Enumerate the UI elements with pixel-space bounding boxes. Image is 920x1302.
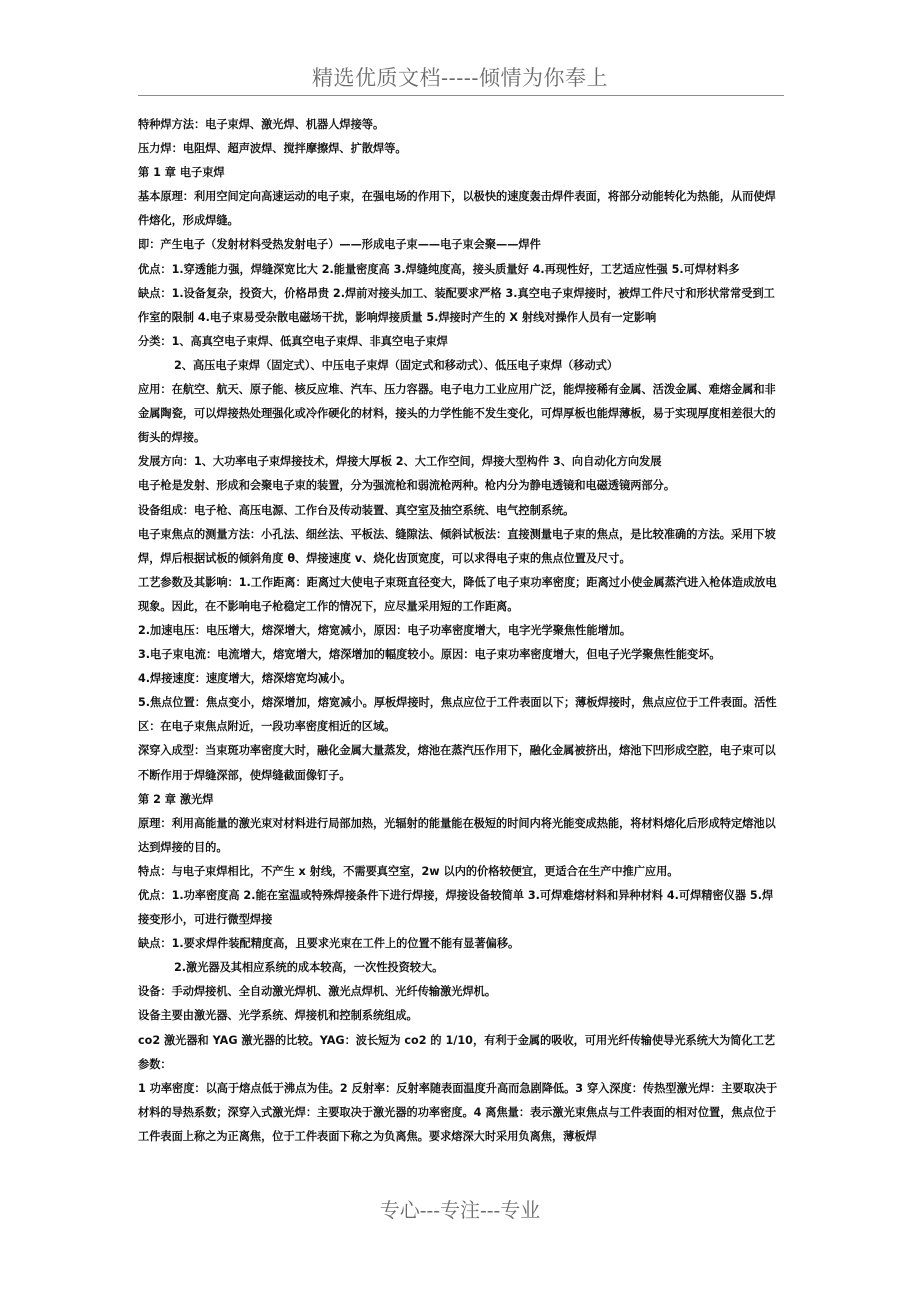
paragraph: 分类：1、高真空电子束焊、低真空电子束焊、非真空电子束焊 (138, 334, 448, 348)
paragraph: 压力焊：电阻焊、超声波焊、搅拌摩擦焊、扩散焊等。 (138, 142, 407, 156)
paragraph: 5.焦点位置：焦点变小，熔深增加，熔宽减小。厚板焊接时，焦点应位于工件表面以下；薄板焊接时，焦点应位于工件表面。活性区：在电子束焦点附近，一段功率密度相近的区域。 (138, 696, 777, 734)
paragraph: 2.加速电压：电压增大，熔深增大，熔宽减小，原因：电子功率密度增大，电字光学聚焦性能增加。 (138, 623, 632, 637)
chapter-heading: 第 1 章 电子束焊 (138, 166, 225, 180)
paragraph: 特种焊方法：电子束焊、激光焊、机器人焊接等。 (138, 118, 385, 131)
paragraph: 深穿入成型：当束斑功率密度大时，融化金属大量蒸发，熔池在蒸汽压作用下，融化金属被挤出，熔池下凹形成空腔，电子束可以不断作用于焊缝深部，使焊缝截面像钉子。 (138, 744, 776, 782)
paragraph: 优点：1.穿透能力强，焊缝深宽比大 2.能量密度高 3.焊缝纯度高，接头质量好 4.再现性好，工艺适应性强 5.可焊材料多 (138, 262, 740, 276)
paragraph: 即：产生电子（发射材料受热发射电子）——形成电子束——电子束会聚——焊件 (138, 238, 541, 252)
page-footer: 专心---专注---专业 (379, 1198, 541, 1222)
paragraph: 电子枪是发射、形成和会聚电子束的装置，分为强流枪和弱流枪两种。枪内分为静电透镜和电磁透镜两部分。 (138, 479, 676, 493)
paragraph: 2、高压电子束焊（固定式）、中压电子束焊（固定式和移动式）、低压电子束焊（移动式） (174, 358, 619, 372)
page-header: 精选优质文档-----倾情为你奉上 (312, 66, 608, 90)
paragraph: 设备主要由激光器、光学系统、焊接机和控制系统组成。 (138, 1009, 418, 1023)
header-divider (138, 95, 784, 96)
paragraph: 缺点：1.设备复杂，投资大，价格昂贵 2.焊前对接头加工、装配要求严格 3.真空电子束焊接时，被焊工件尺寸和形状常常受到工作室的限制 4.电子束易受杂散电磁场干扰，影响焊接质量 5.焊接时产生的 X 射线对操作人员有一定影响 (138, 286, 775, 324)
paragraph: 工艺参数及其影响：1.工作距离：距离过大使电子束斑直径变大，降低了电子束功率密度；距离过小使金属蒸汽进入枪体造成放电现象。因此，在不影响电子枪稳定工作的情况下，应尽量采用短的工作距离。 (138, 575, 777, 613)
paragraph: 缺点：1.要求焊件装配精度高，且要求光束在工件上的位置不能有显著偏移。 (138, 937, 520, 951)
paragraph: 4.焊接速度：速度增大，熔深熔宽均减小。 (138, 672, 352, 686)
paragraph: 1 功率密度：以高于熔点低于沸点为佳。2 反射率：反射率随表面温度升高而急剧降低。3 穿入深度：传热型激光焊：主要取决于材料的导热系数；深穿入式激光焊：主要取决于激光器的功率密度。4 离焦量：表示激光束焦点与工件表面的相对位置，焦点位于工件表面上称之为正离焦，位于工件表面下称之为负离焦。要求熔深大时采用负离焦，薄板焊 (138, 1081, 778, 1143)
paragraph: 特点：与电子束焊相比，不产生 x 射线，不需要真空室，2w 以内的价格较便宜，更适合在生产中推广应用。 (138, 864, 679, 878)
paragraph: 发展方向：1、大功率电子束焊接技术，焊接大厚板 2、大工作空间，焊接大型构件 3、向自动化方向发展 (138, 455, 662, 469)
paragraph: 3.电子束电流：电流增大，熔宽增大，熔深增加的幅度较小。原因：电子束功率密度增大，但电子光学聚焦性能变坏。 (138, 648, 721, 662)
paragraph: 设备组成：电子枪、高压电源、工作台及传动装置、真空室及抽空系统、电气控制系统。 (138, 503, 575, 517)
paragraph: 应用：在航空、航天、原子能、核反应堆、汽车、压力容器。电子电力工业应用广泛，能焊接稀有金属、活泼金属、难熔金属和非金属陶瓷，可以焊接热处理强化或冷作硬化的材料，接头的力学性能不发生变化，可焊厚板也能焊薄板，易于实现厚度相差很大的街头的焊接。 (138, 383, 776, 445)
paragraph: 基本原理：利用空间定向高速运动的电子束，在强电场的作用下，以极快的速度轰击焊件表面，将部分动能转化为热能，从而使焊件熔化，形成焊缝。 (138, 190, 776, 228)
paragraph: 设备：手动焊接机、全自动激光焊机、激光点焊机、光纤传输激光焊机。 (138, 985, 497, 999)
paragraph: co2 激光器和 YAG 激光器的比较。YAG：波长短为 co2 的 1/10，有利于金属的吸收，可用光纤传输使导光系统大为简化工艺参数： (138, 1033, 776, 1071)
paragraph: 优点：1.功率密度高 2.能在室温或特殊焊接条件下进行焊接，焊接设备较简单 3.可焊难熔材料和异种材料 4.可焊精密仪器 5.焊接变形小，可进行微型焊接 (138, 889, 774, 927)
document-body (138, 113, 784, 1149)
paragraph: 原理：利用高能量的激光束对材料进行局部加热，光辐射的能量能在极短的时间内将光能变成热能，将材料熔化后形成特定熔池以达到焊接的目的。 (138, 816, 776, 854)
paragraph: 2.激光器及其相应系统的成本较高，一次性投资较大。 (174, 961, 444, 975)
chapter-heading: 第 2 章 激光焊 (138, 792, 214, 806)
paragraph: 电子束焦点的测量方法：小孔法、细丝法、平板法、缝隙法、倾斜试板法：直接测量电子束的焦点，是比较准确的方法。采用下坡焊，焊后根据试板的倾斜角度 θ、焊接速度 v、烧化齿顶宽度，可以求得电子束的焦点位置及尺寸。 (138, 527, 776, 565)
